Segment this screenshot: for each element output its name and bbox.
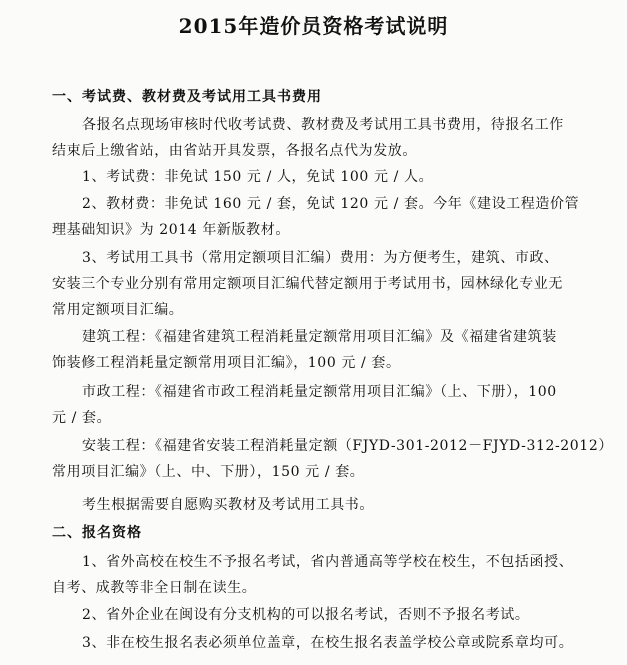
document-title: 2015年造价员资格考试说明 [178,14,449,38]
section1-intro-line1: 各报名点现场审核时代收考试费、教材费及考试用工具书费用，待报名工作 [82,117,564,133]
section2-heading: 二、报名资格 [52,525,142,541]
eligibility-item2: 2、省外企业在闽设有分支机构的可以报名考试，否则不予报名考试。 [82,607,530,623]
eligibility-item1-line2: 自考、成教等非全日制在读生。 [52,580,257,596]
construction-book-line1: 建筑工程：《福建省建筑工程消耗量定额常用项目汇编》及《福建省建筑装 [82,329,557,345]
toolbook-fee-line3: 常用定额项目汇编。 [52,302,184,318]
section1-note: 考生根据需要自愿购买教材及考试用工具书。 [82,497,374,513]
construction-book-line2: 饰装修工程消耗量定额常用项目汇编》，100 元 / 套。 [52,355,401,371]
textbook-fee-line1: 2、教材费：非免试 160 元 / 套，免试 120 元 / 套。今年《建设工程造价管 [82,196,580,212]
textbook-fee-line2: 理基础知识》为 2014 年新版教材。 [52,222,290,238]
toolbook-fee-line1: 3、考试用工具书（常用定额项目汇编）费用：为方便考生，建筑、市政、 [82,250,559,266]
eligibility-item1-line1: 1、省外高校在校生不予报名考试，省内普通高等学校在校生，不包括函授、 [82,554,574,570]
section1-heading: 一、考试费、教材费及考试用工具书费用 [52,89,322,105]
municipal-book-line1: 市政工程：《福建省市政工程消耗量定额常用项目汇编》（上、下册），100 [82,384,557,400]
installation-book-line2: 常用项目汇编》（上、中、下册），150 元 / 套。 [52,464,365,480]
section1-intro-line2: 结束后上缴省站，由省站开具发票，各报名点代为发放。 [52,143,417,159]
eligibility-item3: 3、非在校生报名表必须单位盖章，在校生报名表盖学校公章或院系章均可。 [82,635,574,651]
toolbook-fee-line2: 安装三个专业分别有常用定额项目汇编代替定额用于考试用书，园林绿化专业无 [52,276,563,292]
municipal-book-line2: 元 / 套。 [52,410,112,426]
installation-book-line1: 安装工程：《福建省安装工程消耗量定额（FJYD-301-2012－FJYD-312-2012） [82,438,613,454]
exam-fee-item: 1、考试费：非免试 150 元 / 人，免试 100 元 / 人。 [82,169,434,185]
